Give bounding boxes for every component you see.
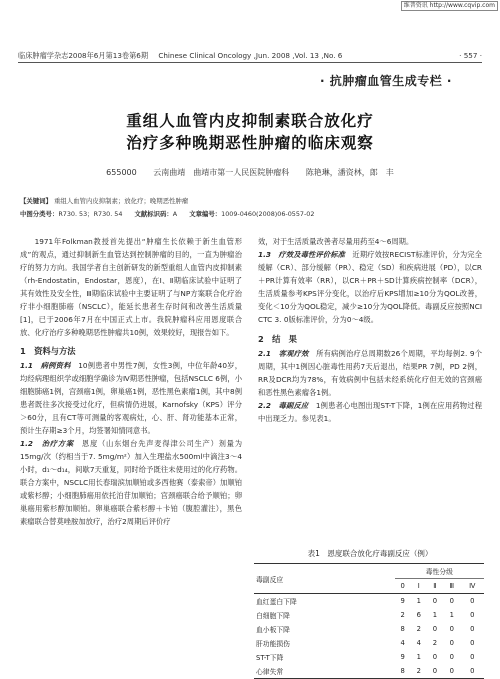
subsection-1-1-heading: 1.1 病例资料 <box>20 361 71 370</box>
table-cell: 0 <box>449 639 454 647</box>
table-cell: 0 <box>432 625 438 633</box>
table-cell: 0 <box>449 625 454 633</box>
keywords-label: 【关键词】 <box>20 197 52 205</box>
keywords <box>20 196 198 205</box>
table-1 <box>254 563 484 679</box>
grade-header: Ⅲ <box>443 579 460 594</box>
subsection-2-2-text: 1例患者心电图出现ST-T下降，1例在应用药物过程中出现乏力。参见表1。 <box>258 401 483 423</box>
table-cell: 4 <box>400 639 405 647</box>
article-no-value: 1009-0460(2008)06-0557-02 <box>221 210 315 218</box>
row-label: 血红蛋白下降 <box>256 598 297 606</box>
table-cell: 0 <box>460 664 484 679</box>
journal-name: 临床肿瘤学杂志2008年6月第13卷第6期 <box>18 51 149 60</box>
doc-code-value: A <box>172 210 178 218</box>
table-cell: 0 <box>470 625 475 633</box>
subsection-1-2-text: 恩度（山东烟台先声麦得津公司生产）剂量为15mg/次（约相当于7. 5mg/m²）加入生理盐水500ml中滴注3～4小时，d₁～d₁₄，间歇7天重复，同时给予既往未使用过的化疗药物。联合方案中，NSCLC用长春瑞滨加顺铂或多西他赛（泰索帝）加顺铂或紫杉醇；小细胞肺癌用依托泊苷加顺铂；宫颈癌联合给予顺铂；卵巢癌用紫杉醇加顺铂。卵巢癌联合紫杉醇＋卡铂（腹腔灌注），黑色素瘤联合替莫唑胺加放疗，治疗2周期后评价疗 <box>20 439 242 526</box>
grade-header: 0 <box>395 579 411 594</box>
table-row <box>254 594 484 609</box>
table-cell: 6 <box>416 611 421 619</box>
row-label: 白细胞下降 <box>256 612 290 620</box>
article-no-label: 文章编号： <box>189 210 222 218</box>
title-line-2: 治疗多种晚期恶性肿瘤的临床观察 <box>126 134 374 152</box>
grade-header: Ⅳ <box>460 579 484 594</box>
row-label: 肝功能损伤 <box>256 640 290 648</box>
intro-paragraph: 1971年Folkman教授首先提出“肿瘤生长依赖于新生血管形成”的观点，通过抑制新生血管达到控制肿瘤的目的，一直为肿瘤治疗的努力方向。我国学者自主创新研发的新型重组人血管内皮抑制素（rh-Endostatin，Endostar，恩度），在Ⅰ、Ⅱ期临床试验中证明了其有效性及安全性，Ⅲ期临床试验中主要证明了与NP方案联合化疗治疗非小细胞肺癌（NSCLC），能延长患者生存时间和改善生活质量[1]，已于2006年7月在中国正式上市。我院肿瘤科应用恩度联合放、化疗治疗多种晚期恶性肿瘤共10例，效果较好，现报告如下。 <box>20 237 242 337</box>
left-column <box>20 235 242 528</box>
table-cell: 2 <box>432 639 438 647</box>
table-group-header: 毒性分级 <box>395 564 484 579</box>
running-head <box>18 51 482 63</box>
title-line-1: 重组人血管内皮抑制素联合放化疗 <box>126 112 374 130</box>
author-names: 陈艳琳，潘资林，郎 丰 <box>305 168 394 177</box>
grade-header: Ⅱ <box>427 579 443 594</box>
author-zip: 655000 <box>106 168 137 177</box>
page-number: · 557 · <box>459 51 482 60</box>
keywords-text: 重组人血管内皮抑制素；放化疗；晚期恶性肿瘤 <box>54 197 189 205</box>
subsection-1-1-text: 10例患者中男性7例，女性3例，中位年龄40岁，均经病理组织学或细胞学确诊为Ⅳ期恶性肿瘤，包括NSCLC 6例，小细胞肺癌1例，宫颈癌1例，卵巢癌1例，恶性黑色素瘤1例，其中8例患者既往多次接受过化疗，但病情仍进展，Karnofsky（KPS）评分＞60分，且有CT等可测量的客观病灶，心、肝、肾功能基本正常，预计生存期≥3个月，均签署知情同意书。 <box>20 361 242 435</box>
column-tag: · 抗肿瘤血管生成专栏 · <box>320 74 452 88</box>
author-affiliation: 云南曲靖 曲靖市第一人民医院肿瘤科 <box>153 168 290 177</box>
table-cell: 1 <box>416 653 421 661</box>
table-cell: 1 <box>416 597 421 605</box>
table-row-header: 毒副反应 <box>254 564 395 594</box>
table-row <box>254 608 484 622</box>
table-cell: 0 <box>470 611 475 619</box>
table-cell: 8 <box>400 625 405 633</box>
table-cell: 0 <box>470 639 475 647</box>
section-1-heading: 1 资料与方法 <box>20 346 76 356</box>
table-cell: 0 <box>432 653 438 661</box>
table-cell: 8 <box>395 664 411 679</box>
right-column <box>258 235 482 425</box>
subsection-2-1-text: 所有病例治疗总周期数26个周期，平均每例2. 9个周期，其中1例因心脏毒性用药7天后退出，结果PR 7例，PD 2例，RR及DCR均为78%，有效病例中包括未经系统化疗但无效的宫颈癌和恶性黑色素瘤各1例。 <box>258 349 482 397</box>
table-cell: 1 <box>432 611 438 619</box>
classification <box>20 209 324 218</box>
table-cell: 0 <box>449 653 454 661</box>
table-cell: 2 <box>400 611 405 619</box>
journal-name-en: Chinese Clinical Oncology ,Jun. 2008 ,Vol. 13 ,No. 6 <box>158 51 343 60</box>
table-cell: 0 <box>443 664 460 679</box>
row-label: 血小板下降 <box>256 626 290 634</box>
table-row <box>254 622 484 636</box>
grade-header: Ⅰ <box>411 579 427 594</box>
row-label: 心律失常 <box>254 664 395 679</box>
author-line <box>0 167 500 178</box>
subsection-2-2-heading: 2.2 毒副反应 <box>258 401 309 410</box>
subsection-1-2-heading: 1.2 治疗方案 <box>20 439 74 448</box>
table-cell: 1 <box>449 611 454 619</box>
table-cell: 2 <box>411 664 427 679</box>
clc-value: R730. 53；R730. 54 <box>58 210 123 218</box>
table-cell: 0 <box>470 597 475 605</box>
section-2-heading: 2 结 果 <box>258 334 297 344</box>
subsection-2-1-heading: 2.1 客观疗效 <box>258 349 309 358</box>
table-1-caption: 表1 恩度联合放化疗毒副反应（例） <box>307 549 433 558</box>
table-cell: 9 <box>400 597 405 605</box>
subsection-1-3-text: 近期疗效按RECIST标准评价，分为完全缓解（CR）、部分缓解（PR）、稳定（SD）和疾病进展（PD），以CR＋PR计算有效率（RR），以CR＋PR＋SD计算疾病控制率（DCR），生活质量参考KPS评分变化，以治疗后KPS增加≥10分为QOL改善，变化＜10分为QOL稳定，减少≥10分为QOL降低。毒副反应按照NCI CTC 3. 0版标准评价，分为0～4级。 <box>258 250 483 324</box>
table-cell: 4 <box>416 639 421 647</box>
table-cell: 0 <box>449 597 454 605</box>
clc-label: 中图分类号： <box>20 210 59 218</box>
watermark: 维普资讯 http://www.cqvip.com <box>401 1 498 11</box>
table-row <box>254 650 484 664</box>
subsection-1-3-heading: 1.3 疗效及毒性评价标准 <box>258 250 346 259</box>
table-cell: 0 <box>470 653 475 661</box>
table-cell: 0 <box>427 664 443 679</box>
table-cell: 0 <box>432 597 438 605</box>
row-label: ST-T下降 <box>256 654 284 662</box>
table-row <box>254 636 484 650</box>
continued-text: 效，对于生活质量改善者尽量用药至4～6周期。 <box>258 237 414 246</box>
doc-code-label: 文献标识码： <box>134 210 173 218</box>
table-row <box>254 664 484 679</box>
table-cell: 2 <box>416 625 421 633</box>
table-cell: 9 <box>400 653 405 661</box>
